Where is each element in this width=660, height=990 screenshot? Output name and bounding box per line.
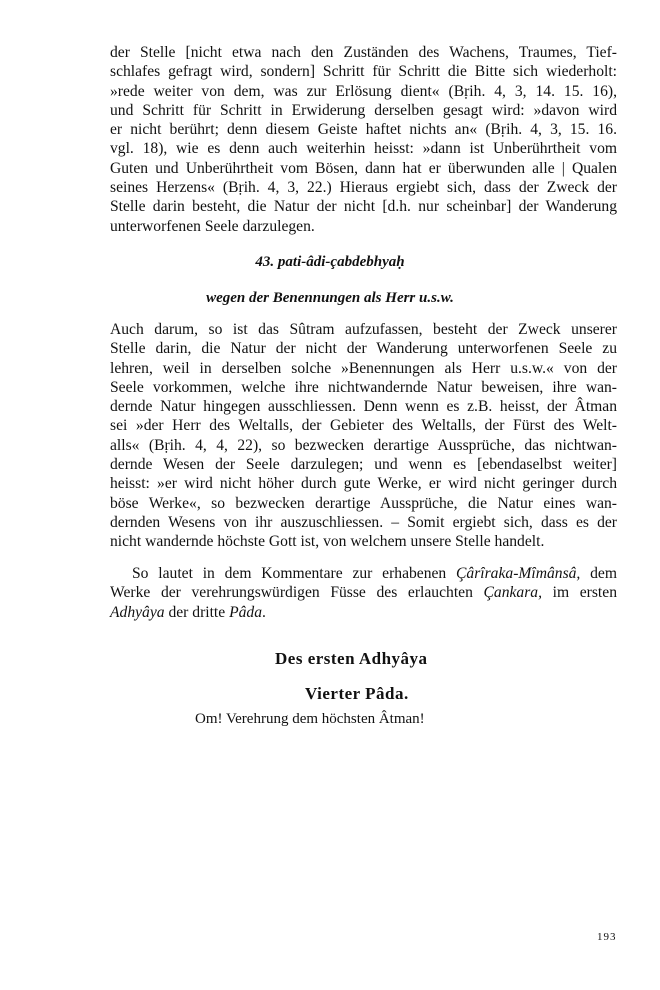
commentary-paragraph [110,320,617,552]
text-line: dernde Wesen der Seele darzulegen; und wenn es [ebendaselbst weiter] [110,456,617,474]
text-line [110,564,617,583]
text-line: er nicht berührt; denn diesem Geiste haftet nichts an« (Bṛih. 4, 3, 15. 16. [110,121,617,139]
text-line: Stelle darin besteht, die Natur der nicht [d.h. nur scheinbar] der Wanderung [110,198,617,216]
sutra-translation: wegen der Benennungen als Herr u.s.w. [206,290,454,306]
colophon-text: Werke der verehrungswürdigen Füsse des erlauchten [110,584,484,602]
text-line: heisst: »er wird nicht höher durch gute Werke, er wird nicht geringer durch [110,475,617,493]
section-term: Pâda [229,603,262,621]
text-line: nicht wandernde höchste Gott ist, von welchem unsere Stelle handelt. [110,533,545,551]
text-line: Stelle darin, die Natur der nicht der Wanderung unterworfenen Seele zu [110,340,617,358]
text-line: alls« (Bṛih. 4, 4, 22), so bezwecken derartige Aussprüche, das nichtwan- [110,436,617,454]
section-heading: Vierter Pâda. [305,684,409,703]
colophon-paragraph [110,564,617,622]
text-line: böse Werke«, so bezwecken derartige Aussprüche, die Natur eines wan- [110,494,617,512]
chapter-term: Adhyâya [110,603,165,621]
text-line [110,583,617,602]
invocation: Om! Verehrung dem höchsten Âtman! [195,711,425,727]
sutra-heading: 43. pati-âdi-çabdebhyaḥ [255,254,405,270]
text-line [110,603,617,622]
text-line: »rede weiter von dem, was zur Erlösung dient« (Bṛih. 4, 3, 14. 15. 16), [110,82,617,100]
text-line: unterworfenen Seele darzulegen. [110,217,315,235]
author-name: Çankara, [483,584,542,602]
colophon-text: So lautet in dem Kommentare zur erhabenen [132,565,457,582]
text-line: Auch darum, so ist das Sûtram aufzufassen, besteht der Zweck unserer [110,321,617,338]
colophon-text: im ersten [542,584,617,602]
text-line: lehren, weil in derselben solche »Benennungen als Herr u.s.w.« von der [110,359,617,377]
text-line: der Stelle [nicht etwa nach den Zuständen des Wachens, Traumes, Tief- [110,44,617,61]
text-line: vgl. 18), wie es denn auch weiterhin heisst: »dann ist Unberührtheit vom [110,140,617,158]
text-line: Guten und Unberührtheit vom Bösen, dann hat er überwunden alle | Qualen [110,159,617,177]
text-line: dernde Natur hingegen ausschliessen. Denn wenn es z.B. heisst, der Âtman [110,398,617,416]
text-line: sei »der Herr des Weltalls, der Gebieter des Weltalls, der Fürst des Welt- [110,417,617,435]
paragraph-continuation [110,43,617,236]
text-line: Seele vorkommen, welche ihre nichtwandernde Natur beweisen, ihre wan- [110,378,617,396]
colophon-text: . [262,603,266,621]
chapter-heading: Des ersten Adhyâya [275,649,428,668]
text-line: seines Herzens« (Bṛih. 4, 3, 22.) Hieraus ergiebt sich, dass der Zweck der [110,179,617,197]
work-title: Çârîraka-Mîmânsâ, [456,565,581,582]
colophon-text: dem [580,565,617,582]
page-number: 193 [597,931,617,943]
text-line: dernden Wesens von ihr auszuschliessen. – Somit ergiebt sich, dass es der [110,513,617,531]
text-line: und Schritt für Schritt in Erwiderung derselben gesagt wird: »davon wird [110,101,617,119]
text-line: schlafes gefragt wird, sondern] Schritt für Schritt die Bitte sich wiederholt: [110,63,617,81]
colophon-text: der dritte [164,603,230,621]
